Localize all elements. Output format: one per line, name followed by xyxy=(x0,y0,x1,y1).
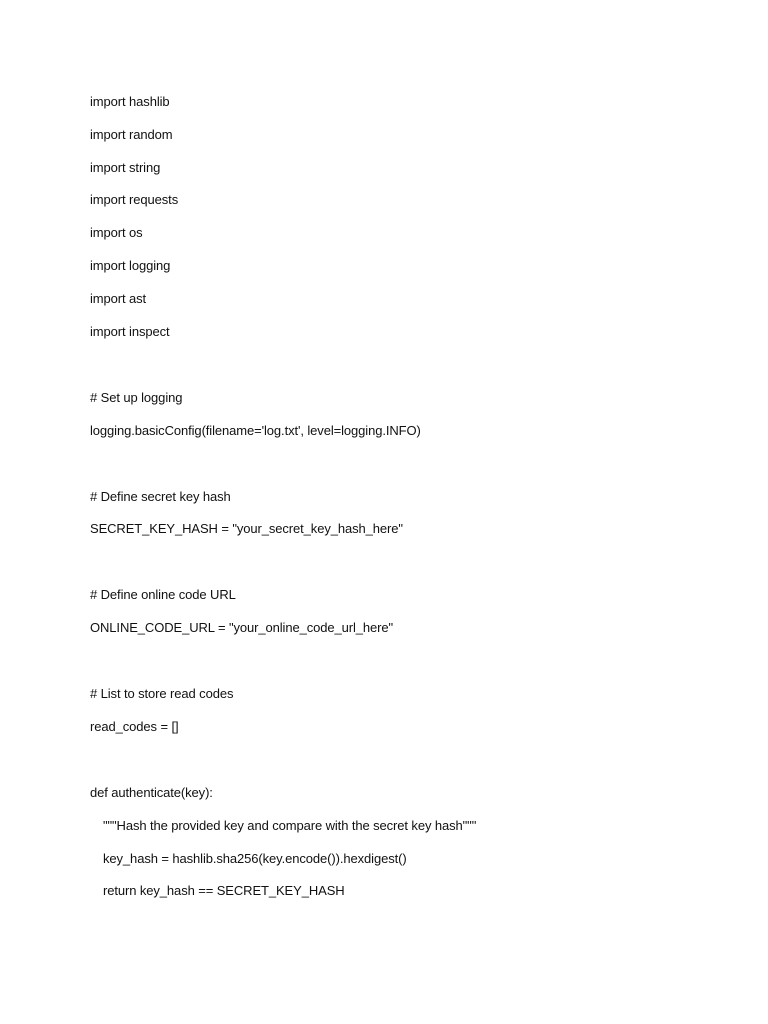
code-line: import ast xyxy=(90,291,147,306)
code-line: import random xyxy=(90,127,173,142)
comment-line: # Set up logging xyxy=(90,390,183,405)
code-line: import string xyxy=(90,160,161,175)
code-line: ONLINE_CODE_URL = "your_online_code_url_here" xyxy=(90,620,394,635)
comment-line: # List to store read codes xyxy=(90,686,234,701)
comment-line: # Define online code URL xyxy=(90,587,236,602)
code-line: import logging xyxy=(90,258,171,273)
code-line: import inspect xyxy=(90,324,170,339)
comment-line: # Define secret key hash xyxy=(90,489,231,504)
code-line: import requests xyxy=(90,192,179,207)
function-def-line: def authenticate(key): xyxy=(90,785,213,800)
code-line: import os xyxy=(90,225,143,240)
docstring-line: """Hash the provided key and compare with the secret key hash""" xyxy=(103,818,477,833)
code-line: key_hash = hashlib.sha256(key.encode()).hexdigest() xyxy=(103,851,407,866)
code-line: import hashlib xyxy=(90,94,170,109)
code-line: read_codes = [] xyxy=(90,719,179,734)
code-line: SECRET_KEY_HASH = "your_secret_key_hash_here" xyxy=(90,521,403,536)
return-line: return key_hash == SECRET_KEY_HASH xyxy=(103,883,345,898)
code-line: logging.basicConfig(filename='log.txt', level=logging.INFO) xyxy=(90,423,421,438)
